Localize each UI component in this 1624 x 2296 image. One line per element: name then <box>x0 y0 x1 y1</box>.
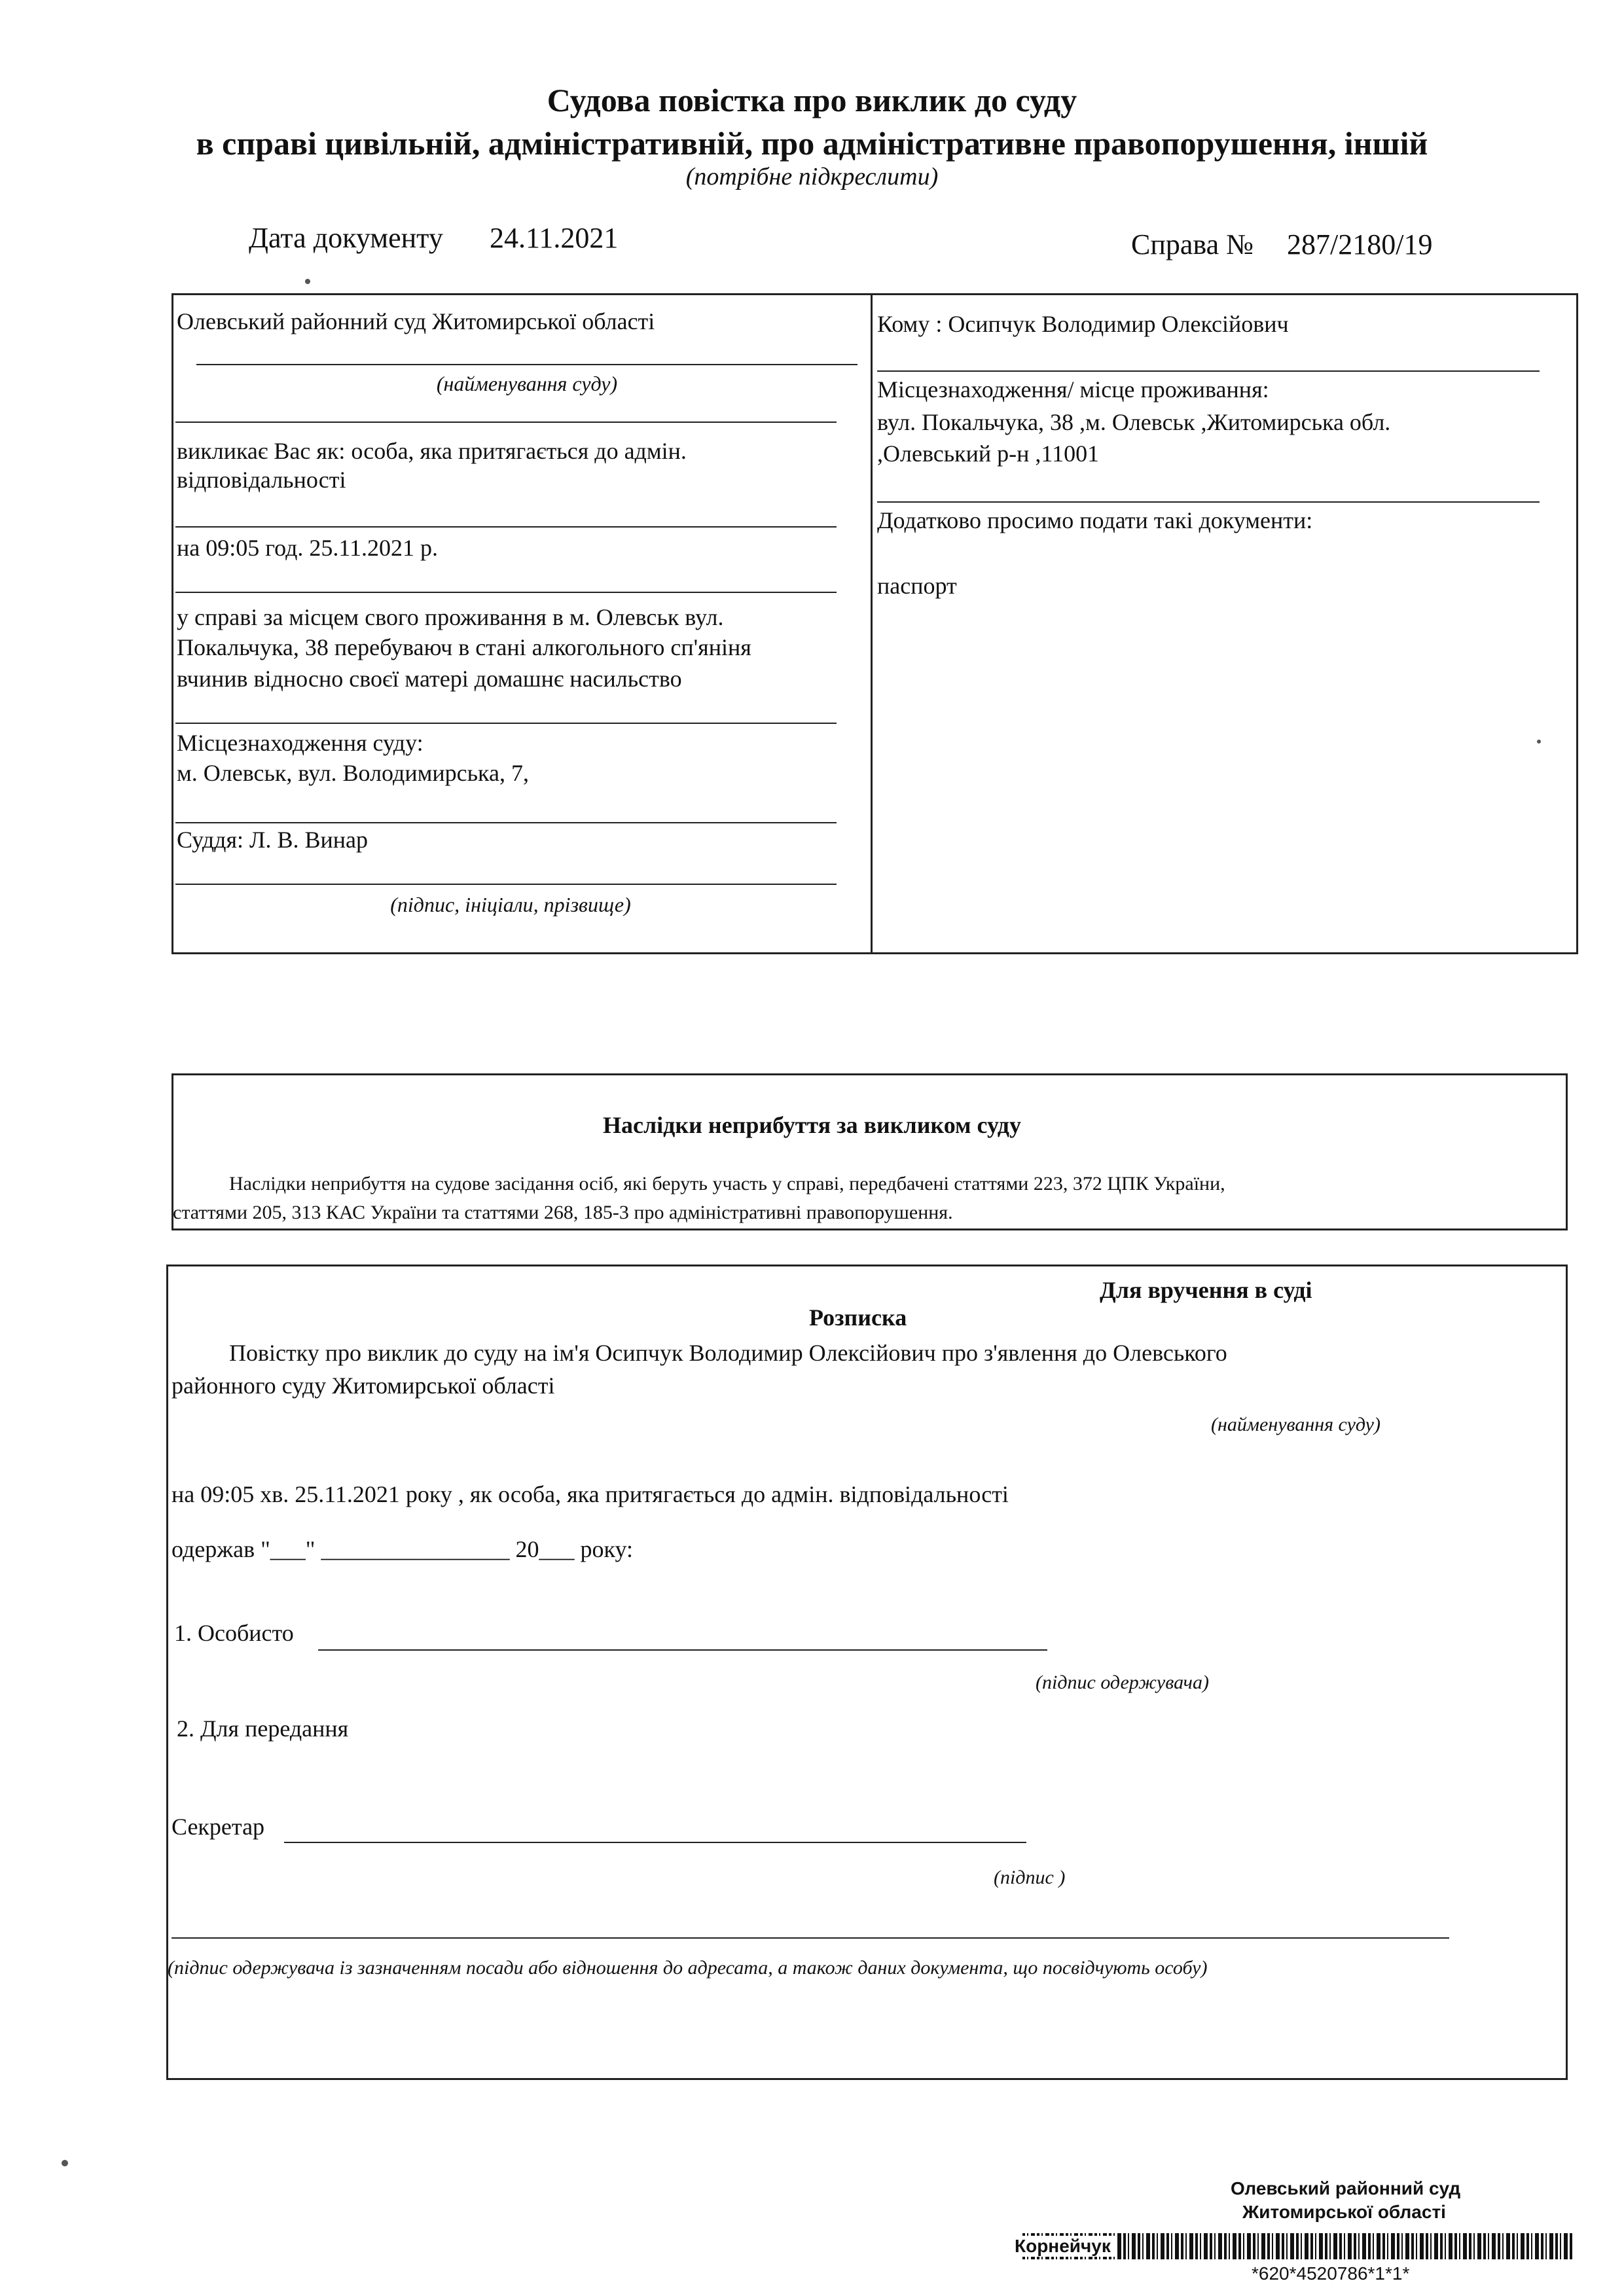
recipient-signature-caption: (підпис одержувача) <box>1036 1672 1209 1693</box>
consequences-line1: Наслідки неприбуття на судове засідання осіб, які беруть участь у справі, передбачені статтями 223, 372 ЦПК України, <box>229 1173 1225 1194</box>
document-title: Судова повістка про виклик до суду <box>547 82 1077 118</box>
document-subtitle: в справі цивільній, адміністративній, про адміністративне правопорушення, іншій <box>196 125 1428 162</box>
for-court-label: Для вручення в суді <box>1100 1277 1312 1303</box>
separator <box>175 592 837 593</box>
case-description-line1: у справі за місцем свого проживання в м. Олевськ вул. <box>177 604 724 630</box>
recipient-note-line <box>171 1937 1449 1939</box>
receipt-line2: районного суду Житомирської області <box>171 1372 555 1399</box>
court-location-label: Місцезнаходження суду: <box>177 730 424 756</box>
title-note: (потрібне підкреслити) <box>685 163 939 190</box>
signature-caption: (підпис ) <box>994 1867 1066 1888</box>
date-value: 24.11.2021 <box>490 222 619 254</box>
case-description-line3: вчинив відносно своєї матері домашнє насильство <box>177 666 682 692</box>
scan-speck <box>62 2160 68 2166</box>
scan-speck <box>305 279 310 284</box>
court-name-underline <box>196 364 857 365</box>
secretary-label: Секретар <box>171 1814 265 1840</box>
separator <box>175 723 837 724</box>
receipt-court-caption: (найменування суду) <box>1211 1414 1380 1435</box>
case-description-line2: Покальчука, 38 перебуваюч в стані алкогольного сп'яніня <box>177 634 751 660</box>
date-label: Дата документу <box>249 222 443 254</box>
address-label: Місцезнаходження/ місце проживання: <box>877 376 1269 403</box>
received-line: одержав "___" ________________ 20___ року: <box>171 1536 634 1562</box>
case-number: 287/2180/19 <box>1287 228 1433 260</box>
personally-signature-line <box>318 1649 1047 1651</box>
case-label: Справа № <box>1131 228 1254 260</box>
recipient: Кому : Осипчук Володимир Олексійович <box>877 311 1289 337</box>
receipt-footer-note: (підпис одержувача із зазначенням посади або відношення до адресата, а також даних документа, що посвідчують особу) <box>168 1957 1208 1979</box>
recipient-underline <box>877 370 1540 372</box>
secretary-signature-line <box>284 1842 1026 1843</box>
court-location-value: м. Олевськ, вул. Володимирська, 7, <box>177 760 529 786</box>
barcode-code: *620*4520786*1*1* <box>1252 2263 1410 2284</box>
consequences-title: Наслідки неприбуття за викликом суду <box>603 1112 1021 1138</box>
separator <box>175 422 837 423</box>
address-line2: ,Олевський р-н ,11001 <box>877 440 1100 467</box>
address-underline <box>877 501 1540 503</box>
judge: Суддя: Л. В. Винар <box>177 827 368 853</box>
scan-speck <box>1537 740 1541 744</box>
for-transfer-label: 2. Для передання <box>177 1715 349 1742</box>
stamp-clerk-name: Корнейчук <box>1015 2236 1115 2257</box>
court-name: Олевський районний суд Житомирської області <box>177 308 655 334</box>
judge-underline <box>175 884 837 885</box>
receipt-time-line: на 09:05 хв. 25.11.2021 року , як особа, яка притягається до адмін. відповідальності <box>171 1481 1009 1507</box>
personally-label: 1. Особисто <box>174 1620 294 1646</box>
stamp-court-name: Олевський районний суд <box>1231 2178 1461 2198</box>
column-divider <box>871 293 873 954</box>
address-line1: вул. Покальчука, 38 ,м. Олевськ ,Житомирська обл. <box>877 409 1391 435</box>
separator <box>175 526 837 528</box>
court-caption: (найменування суду) <box>436 372 618 395</box>
hearing-time: на 09:05 год. 25.11.2021 р. <box>177 535 439 561</box>
judge-caption: (підпис, ініціали, прізвище) <box>390 893 631 916</box>
separator <box>175 822 837 823</box>
stamp-court-region: Житомирської області <box>1242 2202 1446 2222</box>
summons-as-line2: відповідальності <box>177 467 346 493</box>
documents-label: Додатково просимо подати такі документи: <box>877 507 1313 533</box>
receipt-line1: Повістку про виклик до суду на ім'я Осипчук Володимир Олексійович про з'явлення до Олевського <box>229 1340 1227 1366</box>
documents-value: паспорт <box>877 573 957 599</box>
consequences-line2: статтями 205, 313 КАС України та статтями 268, 185-3 про адміністративні правопорушення. <box>173 1202 953 1223</box>
summons-as-line1: викликає Вас як: особа, яка притягається до адмін. <box>177 438 687 464</box>
receipt-title: Розписка <box>809 1304 907 1331</box>
